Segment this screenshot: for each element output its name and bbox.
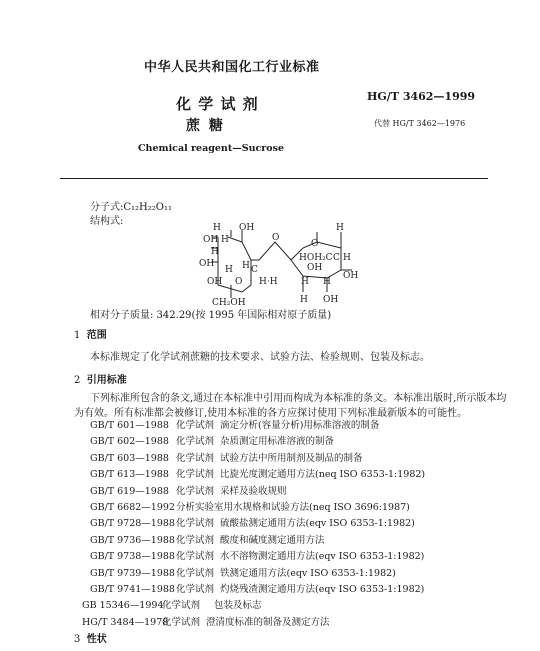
reference-item	[90, 516, 520, 532]
reference-item	[82, 615, 520, 631]
section-number: 2	[74, 375, 81, 386]
atom-label: OH	[323, 295, 339, 305]
reference-title: 试验方法中所用制剂及制品的制备	[220, 452, 363, 464]
reference-item	[90, 434, 520, 450]
reference-code: GB 15346—1994	[82, 600, 164, 612]
reference-item	[90, 467, 520, 483]
atom-label: OH	[307, 263, 323, 273]
atom-label: H	[336, 223, 344, 233]
structure-label: 结构式:	[90, 216, 124, 227]
atom-label: H	[213, 223, 221, 233]
reference-category: 化学试剂	[176, 518, 215, 530]
reference-code: GB/T 9736—1988	[90, 534, 175, 546]
reference-title: 比旋光度测定通用方法(neq ISO 6353-1:1982)	[220, 469, 426, 481]
section-number: 1	[74, 330, 81, 341]
reference-category: 化学试剂	[176, 567, 215, 579]
reference-title: 分析实验室用水规格和试验方法(neq ISO 3696:1987)	[176, 501, 410, 513]
reference-code: GB/T 9739—1988	[90, 567, 175, 579]
atom-label: H	[343, 253, 351, 263]
section-2-intro-line1: 下列标准所包含的条文,通过在本标准中引用而构成为本标准的条文。本标准出版时,所示版本均	[90, 393, 507, 404]
standard-title-line1: 化 学 试 剂	[176, 95, 259, 113]
reference-code: GB/T 601—1988	[90, 420, 169, 431]
reference-category: 化学试剂	[176, 436, 215, 448]
reference-title: 采样及验收规则	[220, 485, 287, 497]
atom-label: H	[323, 277, 331, 287]
reference-title: 杂质测定用标准溶液的制备	[220, 436, 335, 448]
atom-label: H	[221, 235, 229, 245]
reference-item	[82, 598, 520, 614]
molecular-mass: 相对分子质量: 342.29(按 1995 年国际相对原子质量)	[90, 310, 332, 321]
atom-label: OH	[207, 277, 223, 287]
reference-item	[90, 582, 520, 598]
section-3-heading	[74, 630, 107, 645]
reference-category: 化学试剂	[162, 616, 201, 628]
section-title: 性状	[86, 634, 107, 645]
atom-label: HOH₂C	[299, 253, 333, 263]
reference-category: 化学试剂	[176, 551, 215, 563]
atom-label: H	[301, 277, 309, 287]
section-title: 范围	[86, 330, 107, 341]
atom-label: OH	[199, 259, 215, 269]
section-title: 引用标准	[86, 375, 127, 386]
atom-label: H	[300, 295, 308, 305]
reference-code: GB/T 619—1988	[90, 485, 169, 497]
reference-item	[90, 566, 520, 582]
reference-code: GB/T 613—1988	[90, 469, 169, 481]
section-1-body: 本标准规定了化学试剂蔗糖的技术要求、试验方法、检验规则、包装及标志。	[90, 352, 430, 363]
reference-title: 滴定分析(容量分析)用标准溶液的制备	[220, 420, 380, 431]
atom-label: C	[333, 253, 340, 263]
reference-category: 化学试剂	[176, 534, 215, 546]
english-title: Chemical reagent—Sucrose	[138, 143, 285, 154]
reference-item	[90, 451, 520, 467]
reference-category: 化学试剂	[176, 485, 215, 497]
reference-title: 硫酸盐测定通用方法(eqv ISO 6353-1:1982)	[220, 518, 415, 530]
atom-label: O	[272, 233, 280, 243]
reference-title: 酸度和碱度测定通用方法	[220, 534, 325, 546]
section-2-heading	[74, 371, 127, 386]
atom-label: OH	[343, 271, 359, 281]
reference-code: GB/T 6682—1992	[90, 501, 175, 513]
atom-label: OH	[239, 223, 255, 233]
standard-title-line2: 蔗 糖	[186, 118, 225, 134]
reference-title: 灼烧残渣测定通用方法(eqv ISO 6353-1:1982)	[220, 583, 425, 595]
reference-title: 铁测定通用方法(eqv ISO 6353-1:1982)	[220, 567, 396, 579]
atom-label: H	[211, 247, 219, 257]
normative-references-list	[82, 418, 520, 631]
atom-label: C	[251, 265, 258, 275]
atom-label: O	[235, 277, 243, 287]
molecular-formula-label: 分子式:	[90, 202, 124, 213]
reference-code: GB/T 9738—1988	[90, 551, 175, 563]
reference-item	[90, 500, 520, 516]
reference-item	[90, 418, 520, 434]
reference-category: 化学试剂	[176, 420, 215, 431]
reference-title: 澄清度标准的制备及测定方法	[206, 616, 330, 628]
molecular-formula-value: C₁₂H₂₂O₁₁	[123, 202, 172, 213]
section-2-intro-line2: 为有效。所有标准都会被修订,使用本标准的各方应探讨使用下列标准最新版本的可能性。	[74, 408, 468, 419]
atom-label: H	[225, 265, 233, 275]
reference-category: 化学试剂	[176, 469, 215, 481]
atom-label: OH	[203, 235, 219, 245]
molecular-formula	[90, 198, 172, 213]
issuer-title: 中华人民共和国化工行业标准	[144, 60, 320, 75]
reference-code: GB/T 9741—1988	[90, 583, 175, 595]
reference-code: GB/T 602—1988	[90, 436, 169, 448]
section-1-heading	[74, 326, 107, 341]
atom-label: H	[242, 261, 250, 271]
header-divider	[60, 178, 488, 179]
reference-title: 包装及标志	[214, 600, 262, 612]
structural-formula	[195, 220, 365, 308]
reference-category: 化学试剂	[176, 452, 215, 464]
section-number: 3	[74, 634, 81, 645]
reference-category: 化学试剂	[176, 583, 215, 595]
reference-code: GB/T 603—1988	[90, 452, 169, 464]
structure-atom-labels	[199, 223, 358, 308]
reference-item	[90, 533, 520, 549]
reference-item	[90, 484, 520, 500]
reference-title: 水不溶物测定通用方法(eqv ISO 6353-1:1982)	[220, 551, 425, 563]
reference-code: GB/T 9728—1988	[90, 518, 175, 530]
atom-label: O	[311, 239, 319, 249]
atom-label: CH₂OH	[212, 298, 246, 308]
reference-item	[90, 549, 520, 565]
standard-number: HG/T 3462—1999	[367, 90, 476, 103]
atom-label: H·H	[259, 277, 278, 287]
reference-code: HG/T 3484—1978	[82, 616, 169, 628]
replaced-standard: 代替 HG/T 3462—1976	[374, 119, 466, 128]
reference-category: 化学试剂	[162, 600, 201, 612]
